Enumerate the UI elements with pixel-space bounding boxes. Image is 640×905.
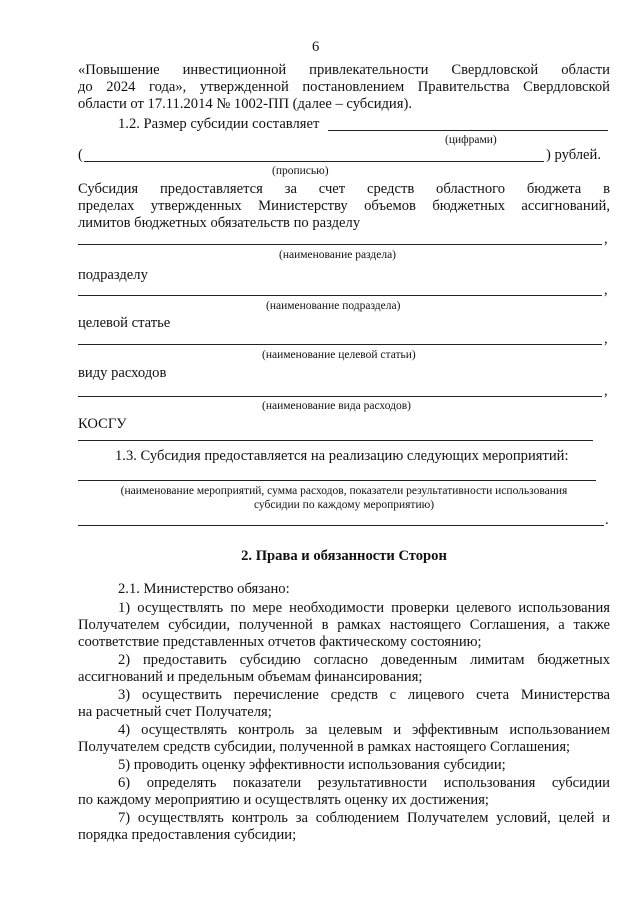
item-2-line-1: 2) предоставить субсидию согласно доведенным лимитам бюджетных	[118, 652, 610, 668]
section-2-1-label: 2.1. Министерство обязано:	[118, 581, 290, 597]
item-6-line-2: по каждому мероприятию и осуществлять оценку их достижения;	[78, 792, 489, 808]
item-1-line-1: 1) осуществлять по мере необходимости проверки целевого использования	[118, 600, 610, 616]
item-7-line-1: 7) осуществлять контроль за соблюдением Получателем условий, целей и	[118, 810, 610, 826]
subsidy-line-1: Субсидия предоставляется за счет средств областного бюджета в	[78, 181, 610, 197]
item-4-line-2: Получателем средств субсидии, полученной в рамках настоящего Соглашения;	[78, 739, 571, 755]
item-4-line-1: 4) осуществлять контроль за целевым и эффективным использованием	[118, 722, 610, 738]
expense-type-line	[78, 396, 602, 397]
measures-line-2	[78, 525, 604, 526]
subsection-name-line	[78, 295, 602, 296]
item-1-line-3: соответствие представленных отчетов фактическому состоянию;	[78, 634, 482, 650]
item-2-line-2: ассигнований и предельным объемам финансирования;	[78, 669, 423, 685]
section-1-2-label: 1.2. Размер субсидии составляет	[118, 116, 320, 132]
kosgu-label: КОСГУ	[78, 416, 127, 432]
subsidy-line-2: пределах утвержденных Министерству объемов бюджетных ассигнований,	[78, 198, 610, 214]
item-7-line-2: порядка предоставления субсидии;	[78, 827, 297, 843]
section-1-3-label: 1.3. Субсидия предоставляется на реализацию следующих мероприятий:	[115, 448, 569, 464]
measures-line-1	[78, 480, 596, 481]
section-2-heading: 2. Права и обязанности Сторон	[241, 548, 447, 564]
expense-type-hint: (наименование вида расходов)	[262, 400, 412, 412]
item-6-line-1: 6) определять показатели результативности использования субсидии	[118, 775, 610, 791]
expense-type-end: ,	[604, 383, 608, 399]
section-name-line	[78, 244, 602, 245]
intro-line-1: «Повышение инвестиционной привлекательности Свердловской области	[78, 62, 610, 78]
target-article-label: целевой статье	[78, 315, 171, 331]
amount-digits-line	[328, 130, 608, 131]
measures-hint-line-2: субсидии по каждому мероприятию)	[253, 499, 435, 511]
kosgu-line	[78, 440, 593, 441]
digits-hint: (цифрами)	[445, 134, 497, 146]
measures-end: .	[605, 512, 609, 528]
section-name-end: ,	[604, 231, 608, 247]
target-article-line	[78, 344, 602, 345]
item-3-line-1: 3) осуществить перечисление средств с лицевого счета Министерства	[118, 687, 610, 703]
subsection-name-end: ,	[604, 282, 608, 298]
rubles-label: ) рублей.	[546, 147, 601, 163]
expense-type-label: виду расходов	[78, 365, 167, 381]
subsidy-line-3: лимитов бюджетных обязательств по разделу	[78, 215, 361, 231]
amount-words-line	[84, 161, 544, 162]
item-1-line-2: Получателем субсидии, полученной в рамках настоящего Соглашения, а также	[78, 617, 610, 633]
page-number: 6	[312, 39, 320, 55]
intro-line-3: области от 17.11.2014 № 1002-ПП (далее – субсидия).	[78, 96, 412, 112]
subsection-name-hint: (наименование подраздела)	[266, 300, 401, 312]
section-name-hint: (наименование раздела)	[279, 249, 397, 261]
words-hint: (прописью)	[272, 165, 329, 177]
subsection-label: подразделу	[78, 267, 148, 283]
target-article-hint: (наименование целевой статьи)	[262, 349, 416, 361]
target-article-end: ,	[604, 331, 608, 347]
intro-line-2: до 2024 года», утвержденной постановлением Правительства Свердловской	[78, 79, 610, 95]
item-3-line-2: на расчетный счет Получателя;	[78, 704, 272, 720]
item-5-line-1: 5) проводить оценку эффективности использования субсидии;	[118, 757, 506, 773]
open-paren: (	[78, 147, 83, 163]
measures-hint-line-1: (наименование мероприятий, сумма расходов, показатели результативности использования	[120, 485, 568, 497]
